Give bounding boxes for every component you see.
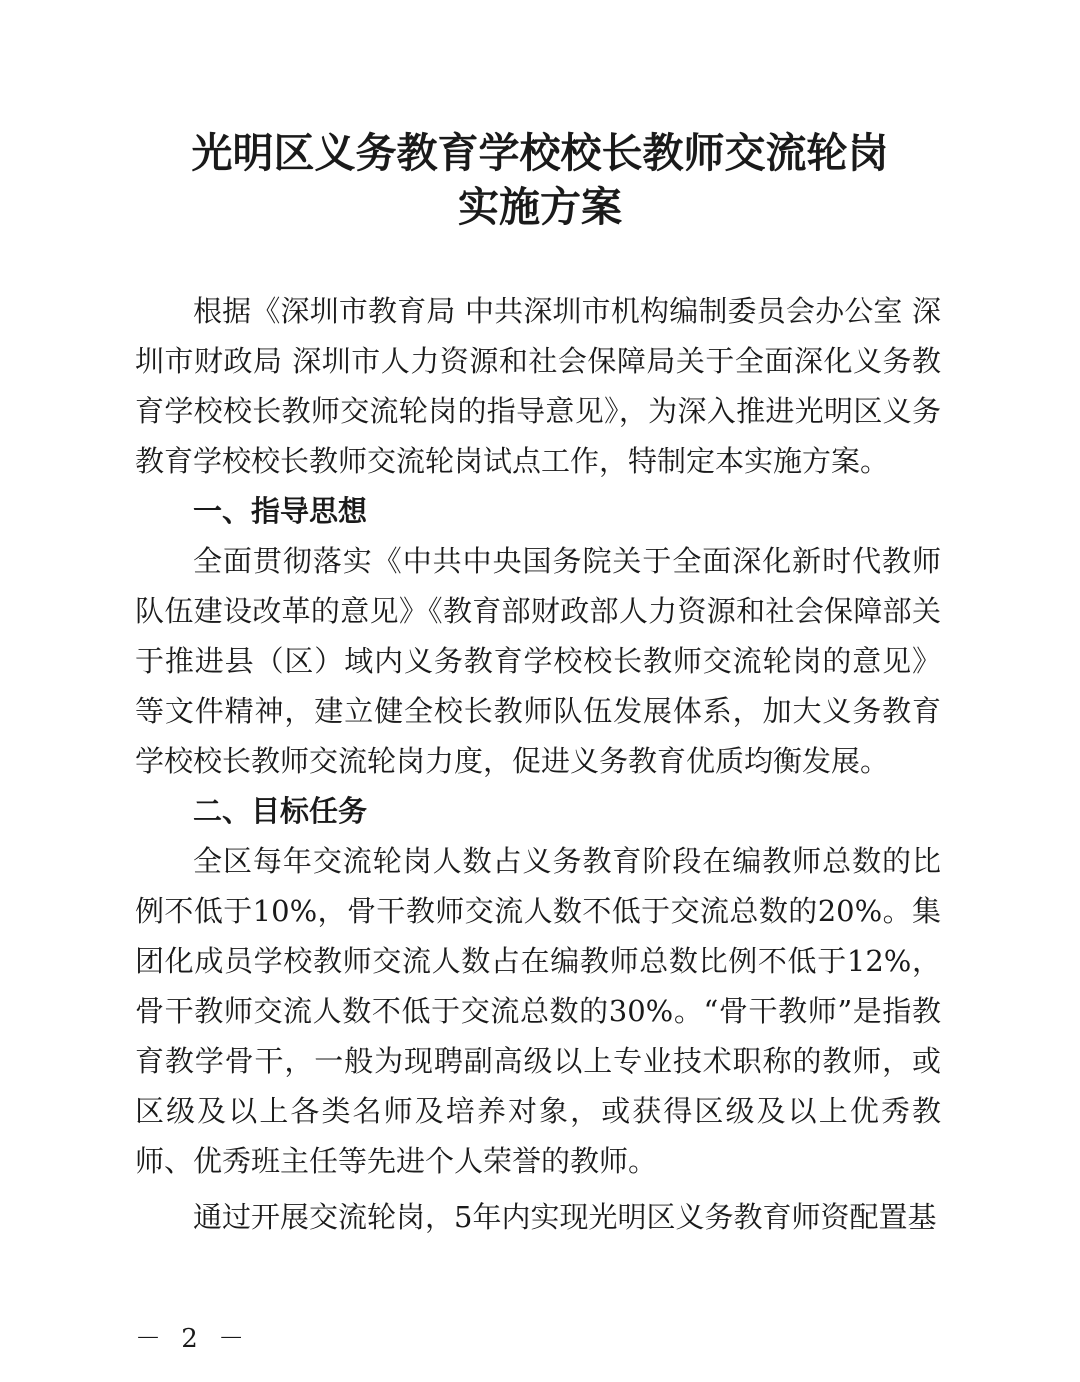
- section2-heading: 二、目标任务: [193, 794, 368, 828]
- document-title-line2: 实施方案: [458, 183, 622, 231]
- section2-paragraph-2: 通过开展交流轮岗，5年内实现光明区义务教育师资配置基: [193, 1200, 937, 1234]
- document-title-line1: 光明区义务教育学校校长教师交流轮岗: [191, 129, 889, 177]
- page-number: － 2 －: [135, 1324, 251, 1354]
- section1-paragraph: 全面贯彻落实《中共中央国务院关于全面深化新时代教师队伍建设改革的意见》《教育部财政部人力资源和社会保障部关于推进县（区）域内义务教育学校校长教师交流轮岗的意见》等文件精神，建立健全校长教师队伍发展体系，加大义务教育学校校长教师交流轮岗力度，促进义务教育优质均衡发展。: [135, 544, 941, 778]
- intro-paragraph: 根据《深圳市教育局 中共深圳市机构编制委员会办公室 深圳市财政局 深圳市人力资源和社会保障局关于全面深化义务教育学校校长教师交流轮岗的指导意见》，为深入推进光明区义务教育学校校长教师交流轮岗试点工作，特制定本实施方案。: [135, 294, 941, 478]
- document-body: [135, 286, 941, 1242]
- section2-paragraph: 全区每年交流轮岗人数占义务教育阶段在编教师总数的比例不低于10%，骨干教师交流人数不低于交流总数的20%。集团化成员学校教师交流人数占在编教师总数比例不低于12%，骨干教师交流人数不低于交流总数的30%。“骨干教师”是指教育教学骨干，一般为现聘副高级以上专业技术职称的教师，或区级及以上各类名师及培养对象，或获得区级及以上优秀教师、优秀班主任等先进个人荣誉的教师。: [135, 844, 941, 1178]
- section1-heading: 一、指导思想: [193, 494, 368, 528]
